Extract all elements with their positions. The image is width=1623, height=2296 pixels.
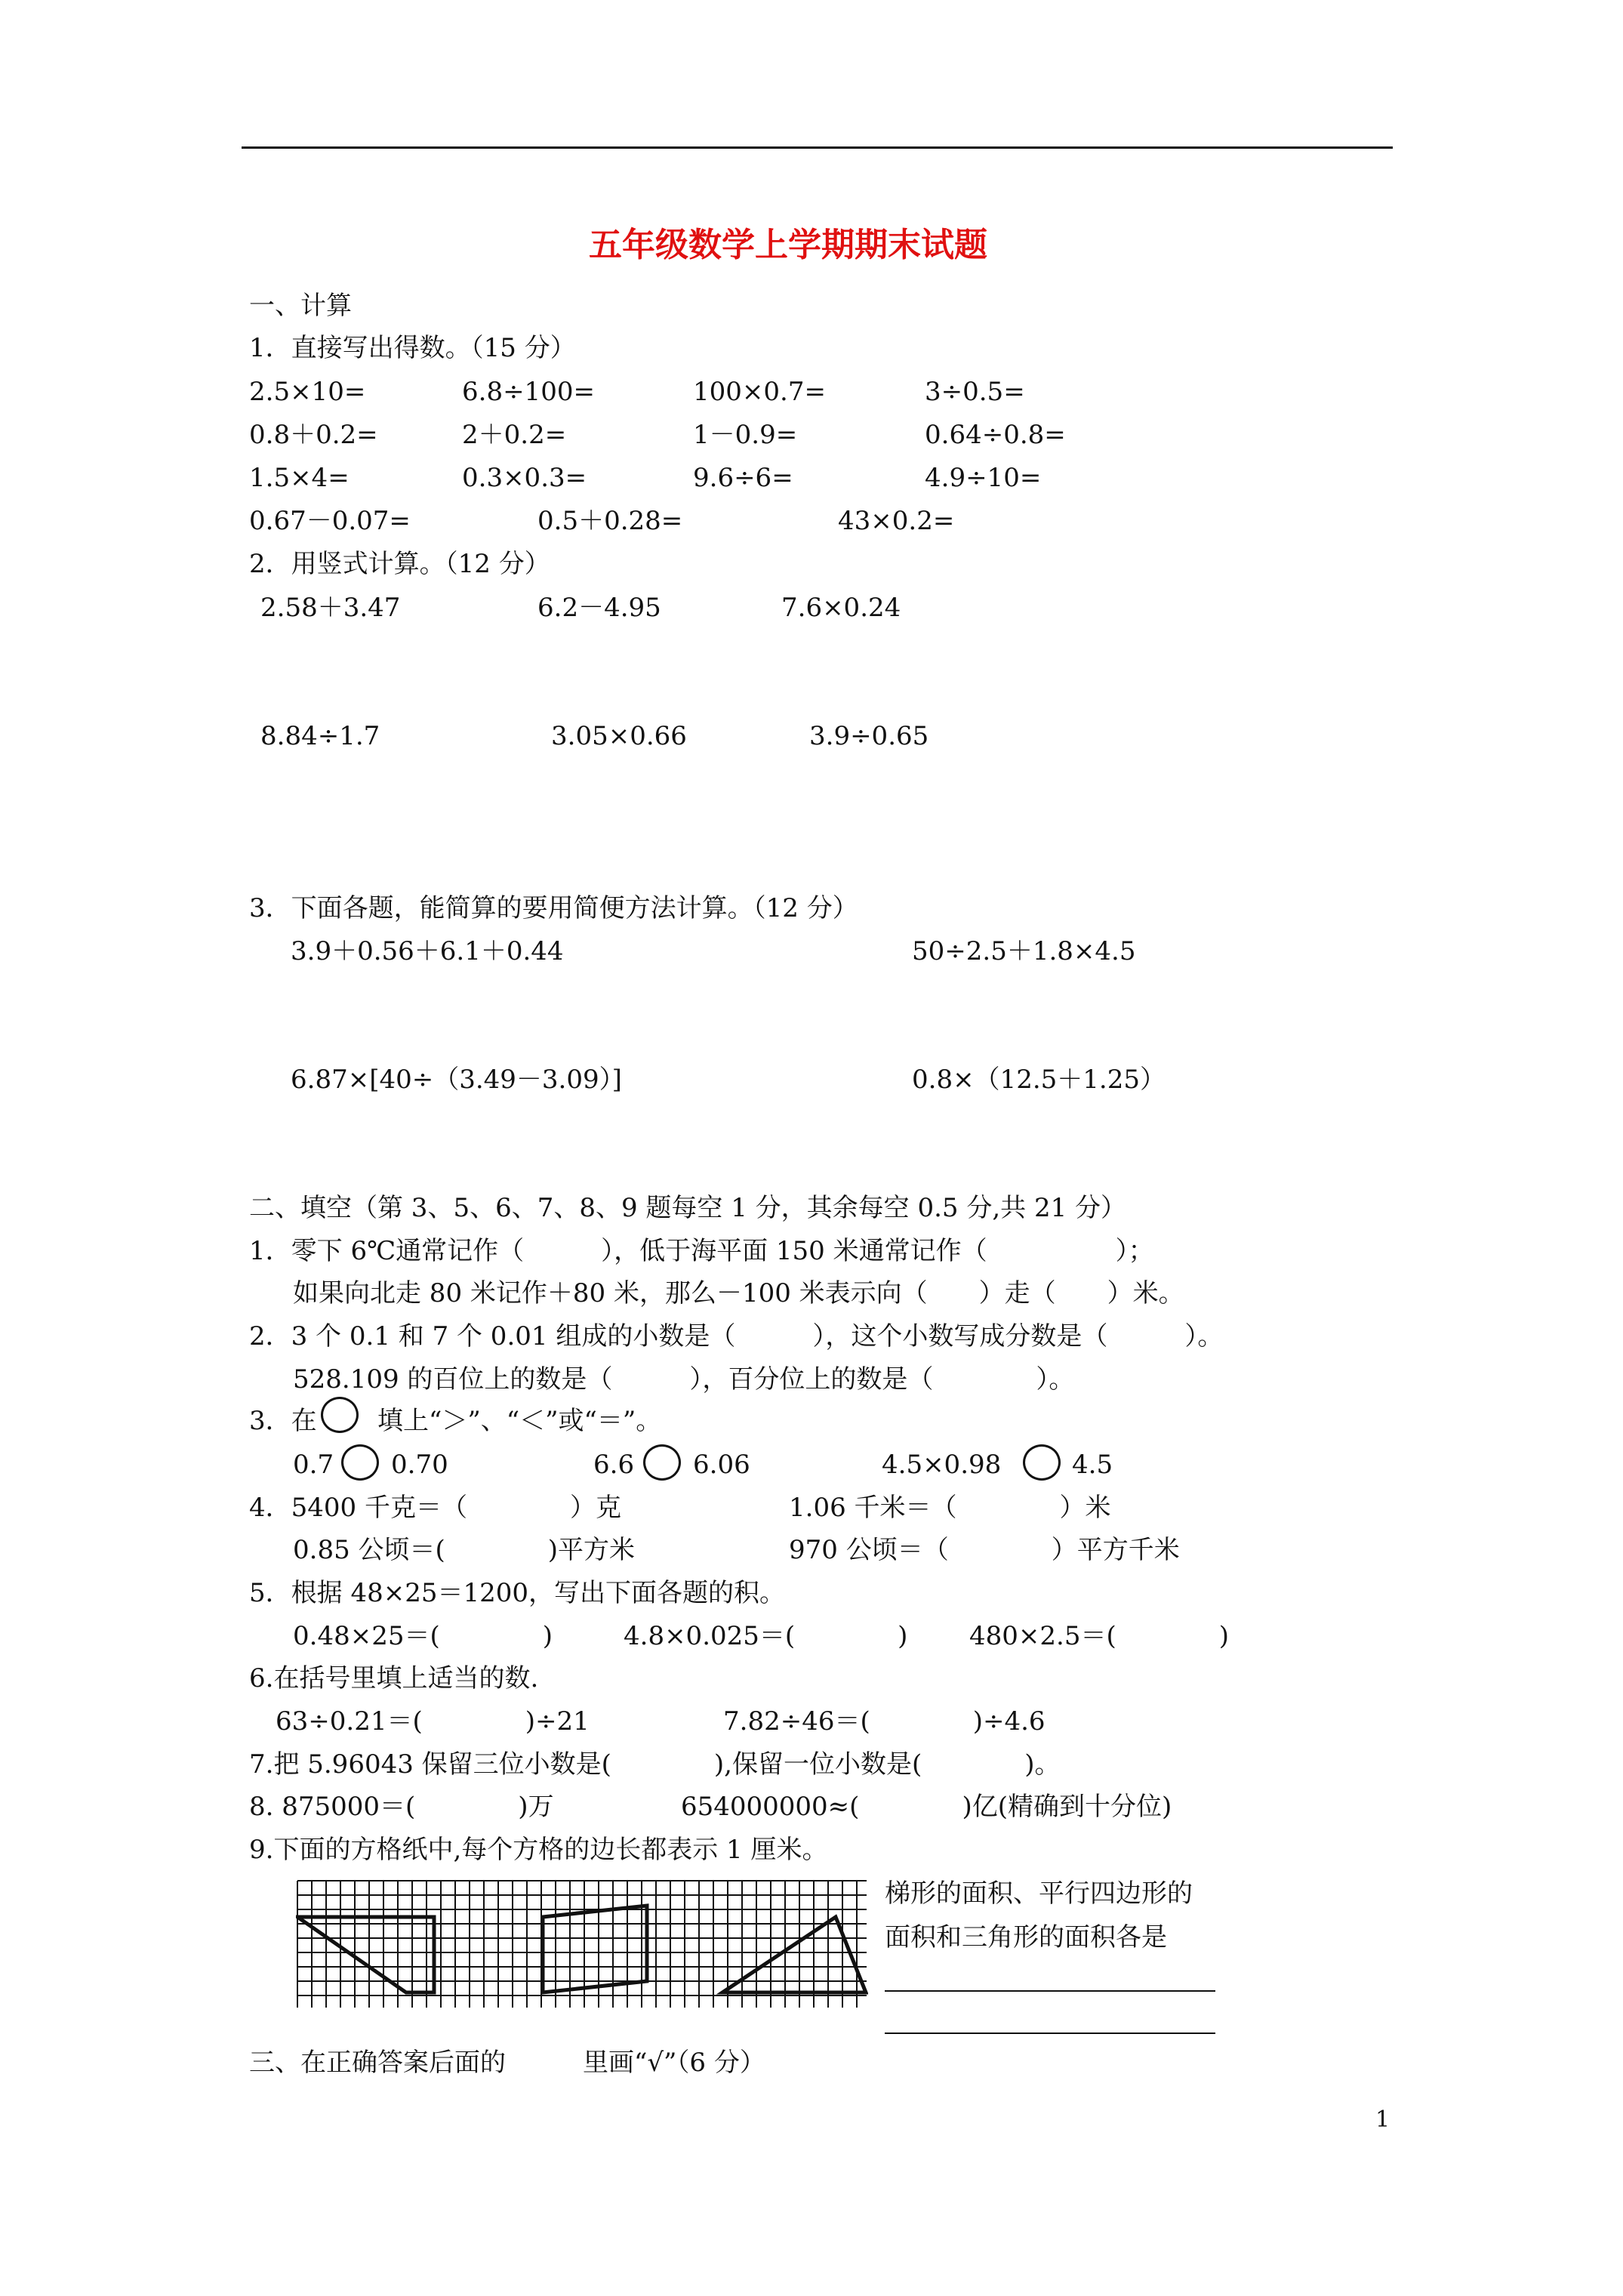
calc-item: 9.6÷6= bbox=[693, 463, 793, 493]
unit-convert-item: 970 公顷＝（ ）平方千米 bbox=[789, 1535, 1180, 1565]
answer-line[interactable] bbox=[885, 1990, 1215, 1992]
compare-left: 4.5×0.98 bbox=[882, 1450, 1002, 1480]
calc-item: 0.5＋0.28= bbox=[537, 506, 683, 536]
unit-convert-item: 1.06 千米＝（ ）米 bbox=[789, 1493, 1111, 1523]
product-item: 480×2.5＝( ) bbox=[969, 1621, 1229, 1651]
calc-item: 100×0.7= bbox=[693, 377, 826, 407]
calc-item: 6.8÷100= bbox=[462, 377, 595, 407]
q8-item: 654000000≈( )亿(精确到十分位) bbox=[681, 1792, 1172, 1822]
compare-right: 6.06 bbox=[693, 1450, 750, 1480]
compare-right: 0.70 bbox=[391, 1450, 448, 1480]
compare-left: 6.6 bbox=[593, 1450, 635, 1480]
page-title: 五年级数学上学期期末试题 bbox=[589, 226, 987, 264]
fill-line: 1．零下 6℃通常记作（ ），低于海平面 150 米通常记作（ ）； bbox=[249, 1236, 1154, 1266]
answer-line[interactable] bbox=[885, 2032, 1215, 2034]
simplify-item: 0.8×（12.5＋1.25） bbox=[912, 1065, 1166, 1095]
parallelogram-shape bbox=[543, 1906, 647, 1992]
vertical-calc-item: 3.9÷0.65 bbox=[809, 721, 929, 751]
unit-convert-item: 0.85 公顷＝( )平方米 bbox=[293, 1535, 636, 1565]
calc-item: 0.67－0.07= bbox=[249, 506, 411, 536]
section1-heading: 一、计算 bbox=[249, 291, 352, 321]
compare-suffix: 填上“＞”、“＜”或“＝”。 bbox=[377, 1406, 662, 1436]
q5-label: 5．根据 48×25＝1200，写出下面各题的积。 bbox=[249, 1578, 785, 1608]
calc-item: 0.64÷0.8= bbox=[925, 420, 1066, 450]
q1-label: 1．直接写出得数。（15 分） bbox=[249, 333, 576, 363]
compare-circle-icon bbox=[321, 1397, 359, 1433]
q9-label: 9.下面的方格纸中,每个方格的边长都表示 1 厘米。 bbox=[249, 1835, 828, 1865]
vertical-calc-item: 2.58＋3.47 bbox=[260, 593, 401, 623]
unit-convert-item: 4．5400 千克＝（ ）克 bbox=[249, 1493, 621, 1523]
section3-heading: 三、在正确答案后面的 里画“√”（6 分） bbox=[249, 2048, 765, 2078]
vertical-calc-item: 3.05×0.66 bbox=[551, 721, 687, 751]
compare-right: 4.5 bbox=[1072, 1450, 1113, 1480]
q9-text: 面积和三角形的面积各是 bbox=[885, 1922, 1167, 1952]
quotient-item: 63÷0.21＝( )÷21 bbox=[276, 1706, 590, 1737]
grid-figure bbox=[296, 1879, 868, 2009]
quotient-item: 7.82÷46＝( )÷4.6 bbox=[723, 1706, 1046, 1737]
q3-label: 3．下面各题，能简算的要用简便方法计算。（12 分） bbox=[249, 893, 858, 923]
q8-item: 8. 875000＝( )万 bbox=[249, 1792, 554, 1822]
q7-line: 7.把 5.96043 保留三位小数是( ),保留一位小数是( )。 bbox=[249, 1749, 1061, 1780]
section2-heading: 二、填空（第 3、5、6、7、8、9 题每空 1 分，其余每空 0.5 分,共 21 分） bbox=[249, 1193, 1127, 1223]
vertical-calc-item: 6.2－4.95 bbox=[537, 593, 661, 623]
calc-item: 0.8＋0.2= bbox=[249, 420, 378, 450]
calc-item: 2.5×10= bbox=[249, 377, 366, 407]
calc-item: 2＋0.2= bbox=[462, 420, 567, 450]
page-number: 1 bbox=[1375, 2106, 1390, 2133]
compare-prefix: 3．在 bbox=[249, 1406, 317, 1436]
fill-line: 如果向北走 80 米记作＋80 米，那么－100 米表示向（ ）走（ ）米。 bbox=[293, 1278, 1184, 1308]
compare-circle-icon[interactable] bbox=[1023, 1444, 1061, 1481]
product-item: 4.8×0.025＝( ) bbox=[624, 1621, 908, 1651]
simplify-item: 3.9＋0.56＋6.1＋0.44 bbox=[291, 936, 564, 966]
calc-item: 1.5×4= bbox=[249, 463, 350, 493]
vertical-calc-item: 8.84÷1.7 bbox=[260, 721, 380, 751]
compare-circle-icon[interactable] bbox=[643, 1444, 681, 1481]
q6-label: 6.在括号里填上适当的数. bbox=[249, 1663, 539, 1693]
fill-line: 528.109 的百位上的数是（ ），百分位上的数是（ ）。 bbox=[293, 1364, 1075, 1395]
vertical-calc-item: 7.6×0.24 bbox=[781, 593, 901, 623]
q9-text: 梯形的面积、平行四边形的 bbox=[885, 1878, 1193, 1909]
calc-item: 4.9÷10= bbox=[925, 463, 1042, 493]
header-rule bbox=[242, 146, 1393, 149]
product-item: 0.48×25＝( ) bbox=[293, 1621, 553, 1651]
compare-left: 0.7 bbox=[293, 1450, 334, 1480]
simplify-item: 50÷2.5＋1.8×4.5 bbox=[912, 936, 1136, 966]
calc-item: 43×0.2= bbox=[838, 506, 955, 536]
calc-item: 1－0.9= bbox=[693, 420, 798, 450]
q2-label: 2．用竖式计算。（12 分） bbox=[249, 549, 550, 579]
calc-item: 3÷0.5= bbox=[925, 377, 1025, 407]
fill-line: 2．3 个 0.1 和 7 个 0.01 组成的小数是（ ），这个小数写成分数是（ ）。 bbox=[249, 1321, 1224, 1351]
simplify-item: 6.87×[40÷（3.49－3.09）] bbox=[291, 1065, 622, 1095]
calc-item: 0.3×0.3= bbox=[462, 463, 587, 493]
compare-circle-icon[interactable] bbox=[341, 1444, 379, 1481]
